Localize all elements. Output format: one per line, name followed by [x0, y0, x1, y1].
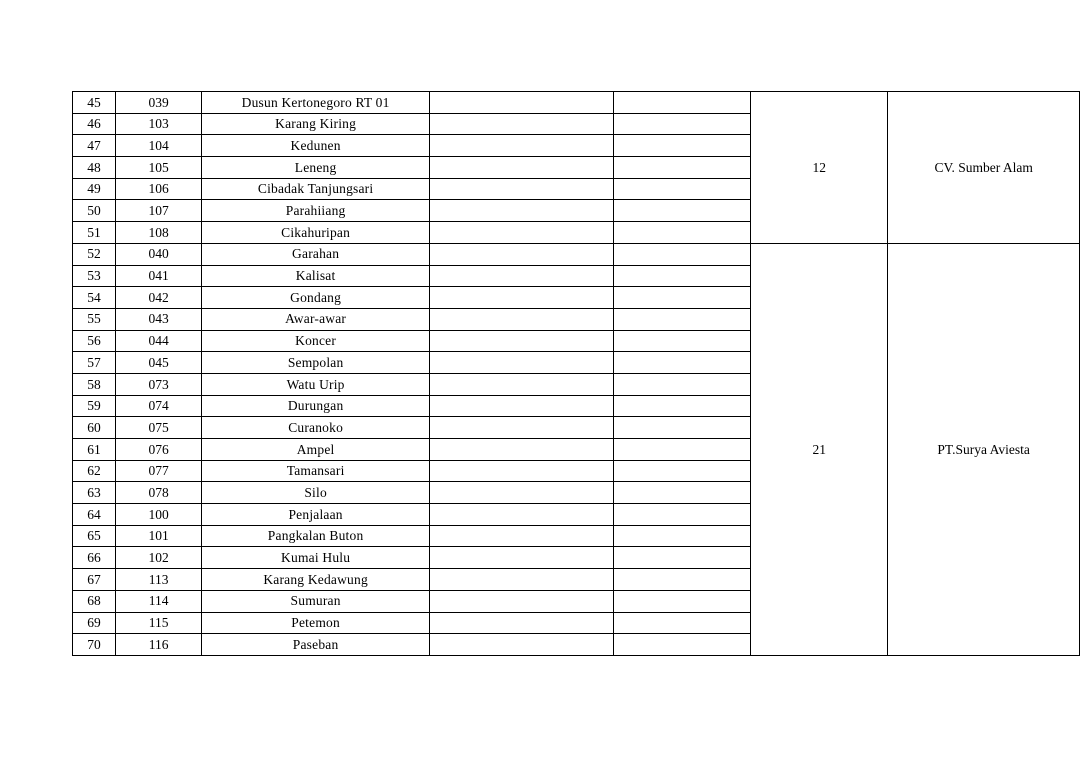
cell-name: Karang Kedawung: [202, 569, 430, 591]
cell-number: 57: [73, 352, 116, 374]
cell-name: Silo: [202, 482, 430, 504]
cell-code: 039: [116, 92, 202, 114]
cell-name: Watu Urip: [202, 373, 430, 395]
cell-name: Kedunen: [202, 135, 430, 157]
cell-gap: [614, 352, 751, 374]
cell-name: Tamansari: [202, 460, 430, 482]
cell-gap: [614, 330, 751, 352]
cell-number: 62: [73, 460, 116, 482]
cell-number: 53: [73, 265, 116, 287]
cell-name: Ampel: [202, 439, 430, 461]
cell-blank: [430, 352, 614, 374]
cell-code: 115: [116, 612, 202, 634]
cell-number: 61: [73, 439, 116, 461]
cell-gap: [614, 482, 751, 504]
cell-gap: [614, 113, 751, 135]
cell-gap: [614, 504, 751, 526]
cell-code: 114: [116, 590, 202, 612]
cell-blank: [430, 634, 614, 656]
cell-number: 49: [73, 178, 116, 200]
cell-gap: [614, 178, 751, 200]
cell-gap: [614, 157, 751, 179]
group-company: PT.Surya Aviesta: [888, 243, 1080, 655]
cell-blank: [430, 504, 614, 526]
cell-name: Karang Kiring: [202, 113, 430, 135]
cell-number: 65: [73, 525, 116, 547]
cell-number: 70: [73, 634, 116, 656]
cell-code: 106: [116, 178, 202, 200]
cell-name: Curanoko: [202, 417, 430, 439]
cell-gap: [614, 612, 751, 634]
cell-number: 67: [73, 569, 116, 591]
cell-blank: [430, 222, 614, 244]
cell-code: 101: [116, 525, 202, 547]
cell-blank: [430, 395, 614, 417]
table-row: [73, 92, 1080, 114]
table-body: [73, 92, 1080, 656]
cell-blank: [430, 417, 614, 439]
data-table: [72, 91, 1080, 656]
cell-blank: [430, 200, 614, 222]
cell-gap: [614, 395, 751, 417]
cell-gap: [614, 308, 751, 330]
cell-name: Sempolan: [202, 352, 430, 374]
cell-blank: [430, 330, 614, 352]
cell-blank: [430, 265, 614, 287]
cell-name: Dusun Kertonegoro RT 01: [202, 92, 430, 114]
cell-number: 55: [73, 308, 116, 330]
cell-number: 60: [73, 417, 116, 439]
cell-code: 116: [116, 634, 202, 656]
cell-number: 48: [73, 157, 116, 179]
cell-number: 66: [73, 547, 116, 569]
cell-number: 64: [73, 504, 116, 526]
cell-blank: [430, 439, 614, 461]
cell-blank: [430, 482, 614, 504]
cell-name: Penjalaan: [202, 504, 430, 526]
cell-blank: [430, 569, 614, 591]
cell-code: 113: [116, 569, 202, 591]
cell-name: Sumuran: [202, 590, 430, 612]
cell-blank: [430, 92, 614, 114]
cell-gap: [614, 547, 751, 569]
cell-gap: [614, 417, 751, 439]
cell-name: Cibadak Tanjungsari: [202, 178, 430, 200]
cell-code: 043: [116, 308, 202, 330]
cell-blank: [430, 113, 614, 135]
cell-name: Awar-awar: [202, 308, 430, 330]
cell-code: 074: [116, 395, 202, 417]
cell-gap: [614, 265, 751, 287]
cell-gap: [614, 243, 751, 265]
cell-number: 45: [73, 92, 116, 114]
cell-number: 47: [73, 135, 116, 157]
cell-gap: [614, 439, 751, 461]
cell-code: 045: [116, 352, 202, 374]
cell-name: Gondang: [202, 287, 430, 309]
cell-blank: [430, 460, 614, 482]
cell-code: 075: [116, 417, 202, 439]
cell-blank: [430, 547, 614, 569]
cell-gap: [614, 569, 751, 591]
cell-number: 50: [73, 200, 116, 222]
cell-blank: [430, 308, 614, 330]
cell-gap: [614, 634, 751, 656]
cell-code: 107: [116, 200, 202, 222]
cell-number: 51: [73, 222, 116, 244]
cell-code: 100: [116, 504, 202, 526]
cell-code: 044: [116, 330, 202, 352]
cell-name: Parahiiang: [202, 200, 430, 222]
cell-name: Cikahuripan: [202, 222, 430, 244]
cell-number: 46: [73, 113, 116, 135]
cell-gap: [614, 92, 751, 114]
cell-code: 040: [116, 243, 202, 265]
cell-number: 54: [73, 287, 116, 309]
cell-number: 69: [73, 612, 116, 634]
cell-name: Leneng: [202, 157, 430, 179]
cell-code: 104: [116, 135, 202, 157]
cell-gap: [614, 590, 751, 612]
cell-number: 52: [73, 243, 116, 265]
cell-code: 041: [116, 265, 202, 287]
cell-name: Pangkalan Buton: [202, 525, 430, 547]
cell-number: 58: [73, 373, 116, 395]
cell-blank: [430, 525, 614, 547]
cell-code: 102: [116, 547, 202, 569]
cell-gap: [614, 525, 751, 547]
cell-gap: [614, 373, 751, 395]
cell-code: 108: [116, 222, 202, 244]
cell-blank: [430, 287, 614, 309]
cell-code: 105: [116, 157, 202, 179]
cell-number: 63: [73, 482, 116, 504]
cell-name: Kumai Hulu: [202, 547, 430, 569]
cell-name: Kalisat: [202, 265, 430, 287]
cell-gap: [614, 135, 751, 157]
cell-gap: [614, 460, 751, 482]
cell-code: 076: [116, 439, 202, 461]
cell-gap: [614, 222, 751, 244]
cell-blank: [430, 373, 614, 395]
group-count: 12: [751, 92, 888, 244]
cell-name: Petemon: [202, 612, 430, 634]
cell-name: Garahan: [202, 243, 430, 265]
cell-code: 103: [116, 113, 202, 135]
cell-blank: [430, 135, 614, 157]
cell-blank: [430, 157, 614, 179]
cell-blank: [430, 243, 614, 265]
cell-blank: [430, 612, 614, 634]
cell-code: 073: [116, 373, 202, 395]
cell-name: Paseban: [202, 634, 430, 656]
cell-code: 078: [116, 482, 202, 504]
cell-name: Durungan: [202, 395, 430, 417]
cell-number: 56: [73, 330, 116, 352]
cell-gap: [614, 287, 751, 309]
cell-gap: [614, 200, 751, 222]
group-company: CV. Sumber Alam: [888, 92, 1080, 244]
table-row: [73, 243, 1080, 265]
cell-blank: [430, 178, 614, 200]
cell-code: 042: [116, 287, 202, 309]
group-count: 21: [751, 243, 888, 655]
cell-blank: [430, 590, 614, 612]
cell-name: Koncer: [202, 330, 430, 352]
cell-code: 077: [116, 460, 202, 482]
cell-number: 68: [73, 590, 116, 612]
cell-number: 59: [73, 395, 116, 417]
